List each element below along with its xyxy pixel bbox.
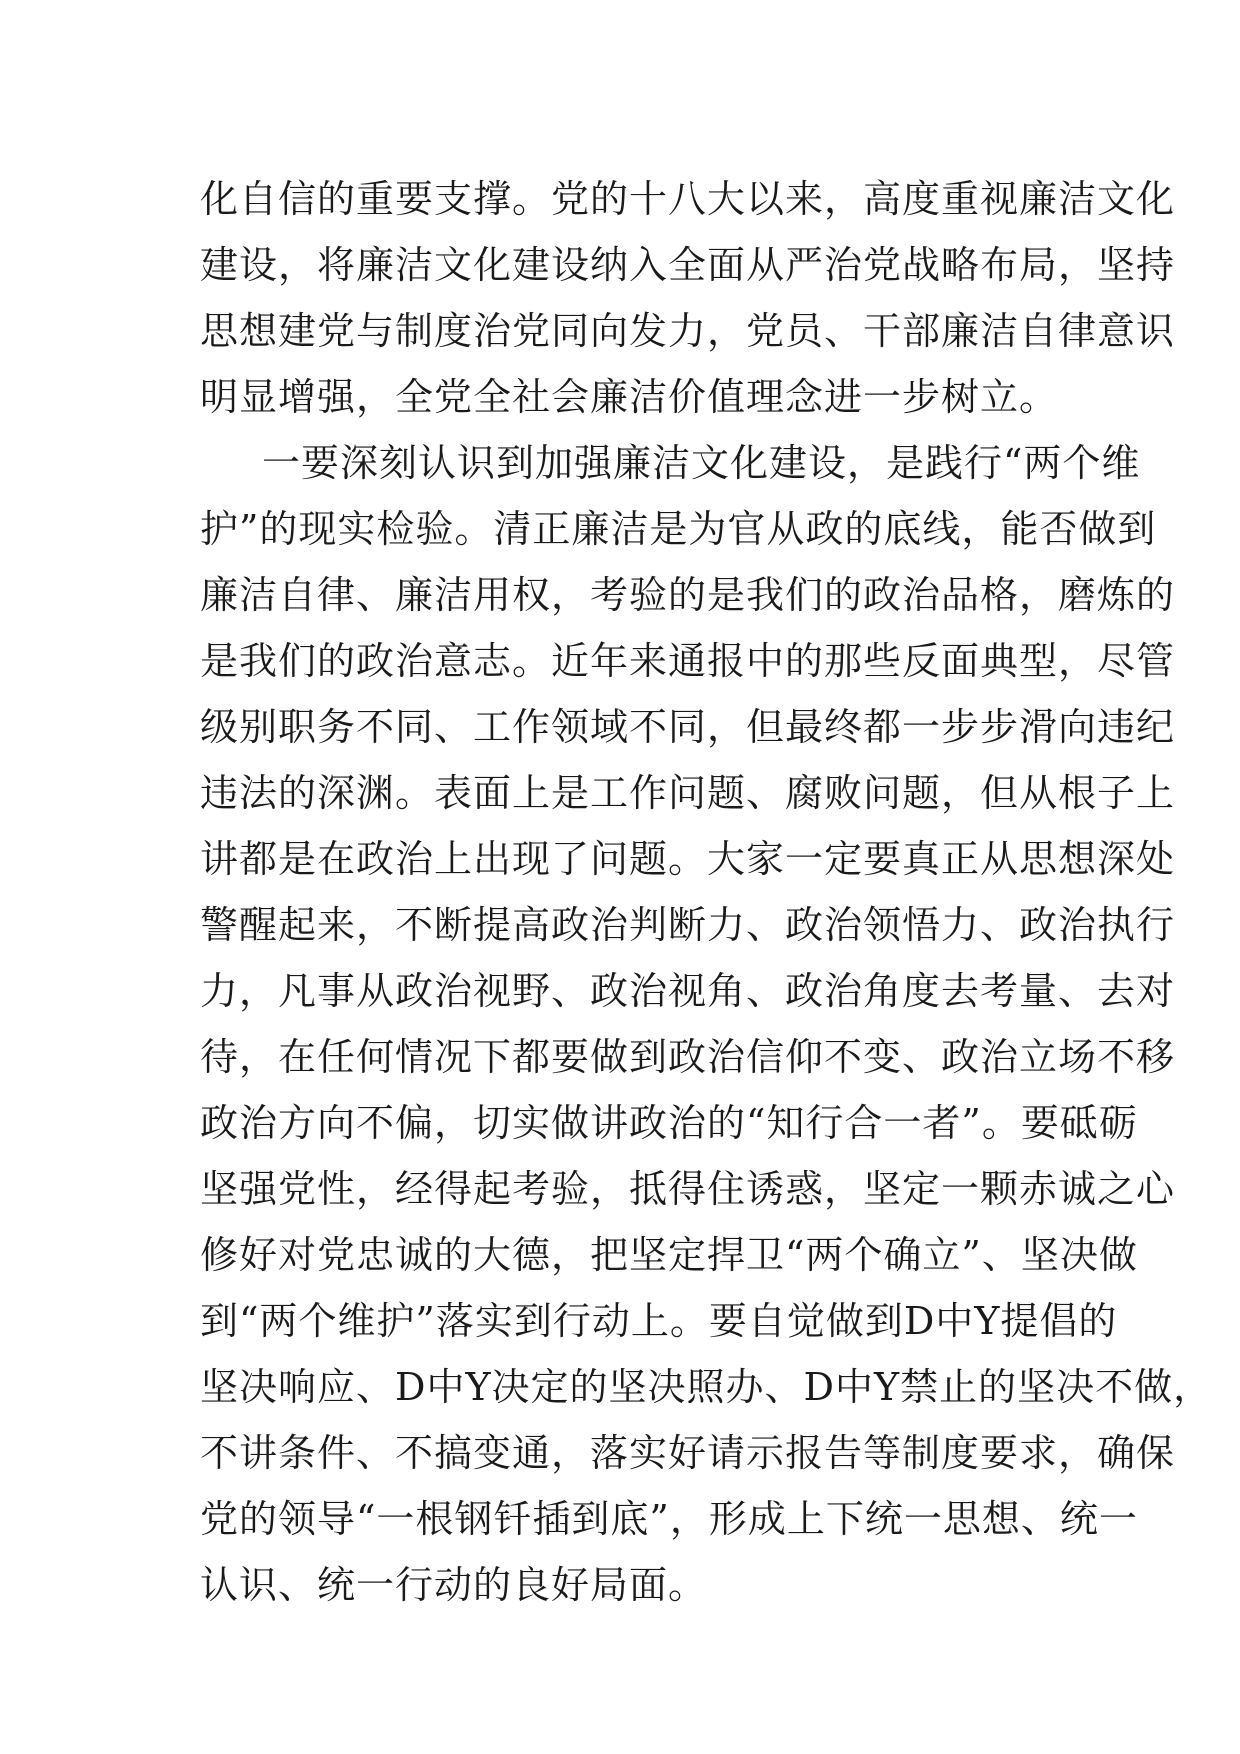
paragraph-first-line: 一要深刻认识到加强廉洁文化建设，是践行“两个维 (262, 441, 1141, 485)
paragraph-line: 党的领导“一根钢钎插到底”，形成上下统一思想、统一 (200, 1497, 1138, 1541)
paragraph-line: 明显增强，全党全社会廉洁价值理念进一步树立。 (200, 375, 1059, 419)
paragraph-line: 力，凡事从政治视野、政治视角、政治角度去考量、去对 (200, 969, 1176, 1013)
paragraph-line: 建设，将廉洁文化建设纳入全面从严治党战略布局，坚持 (200, 243, 1176, 287)
paragraph-line: 化自信的重要支撑。党的十八大以来，高度重视廉洁文化 (200, 177, 1176, 221)
paragraph-line: 坚决响应、D中Y决定的坚决照办、D中Y禁止的坚决不做， (200, 1365, 1213, 1409)
document-body (200, 166, 1213, 1618)
paragraph-line: 级别职务不同、工作领域不同，但最终都一步步滑向违纪 (200, 705, 1176, 749)
paragraph-line: 到“两个维护”落实到行动上。要自觉做到D中Y提倡的 (200, 1299, 1118, 1343)
paragraph-line: 不讲条件、不搞变通，落实好请示报告等制度要求，确保 (200, 1431, 1176, 1475)
paragraph-line: 警醒起来，不断提高政治判断力、政治领悟力、政治执行 (200, 903, 1176, 947)
paragraph-line: 违法的深渊。表面上是工作问题、腐败问题，但从根子上 (200, 771, 1176, 815)
paragraph-line: 思想建党与制度治党同向发力，党员、干部廉洁自律意识 (200, 309, 1176, 353)
paragraph-line: 护”的现实检验。清正廉洁是为官从政的底线，能否做到 (200, 507, 1157, 551)
paragraph-line: 是我们的政治意志。近年来通报中的那些反面典型，尽管 (200, 639, 1176, 683)
paragraph-line: 认识、统一行动的良好局面。 (200, 1563, 708, 1607)
paragraph-line: 待，在任何情况下都要做到政治信仰不变、政治立场不移 (200, 1035, 1176, 1079)
paragraph-line: 修好对党忠诚的大德，把坚定捍卫“两个确立”、坚决做 (200, 1233, 1138, 1277)
paragraph-line: 坚强党性，经得起考验，抵得住诱惑，坚定一颗赤诚之心 (200, 1167, 1176, 1211)
paragraph-line: 廉洁自律、廉洁用权，考验的是我们的政治品格，磨炼的 (200, 573, 1176, 617)
paragraph-line: 讲都是在政治上出现了问题。大家一定要真正从思想深处 (200, 837, 1176, 881)
paragraph-line: 政治方向不偏，切实做讲政治的“知行合一者”。要砥砺 (200, 1101, 1138, 1145)
